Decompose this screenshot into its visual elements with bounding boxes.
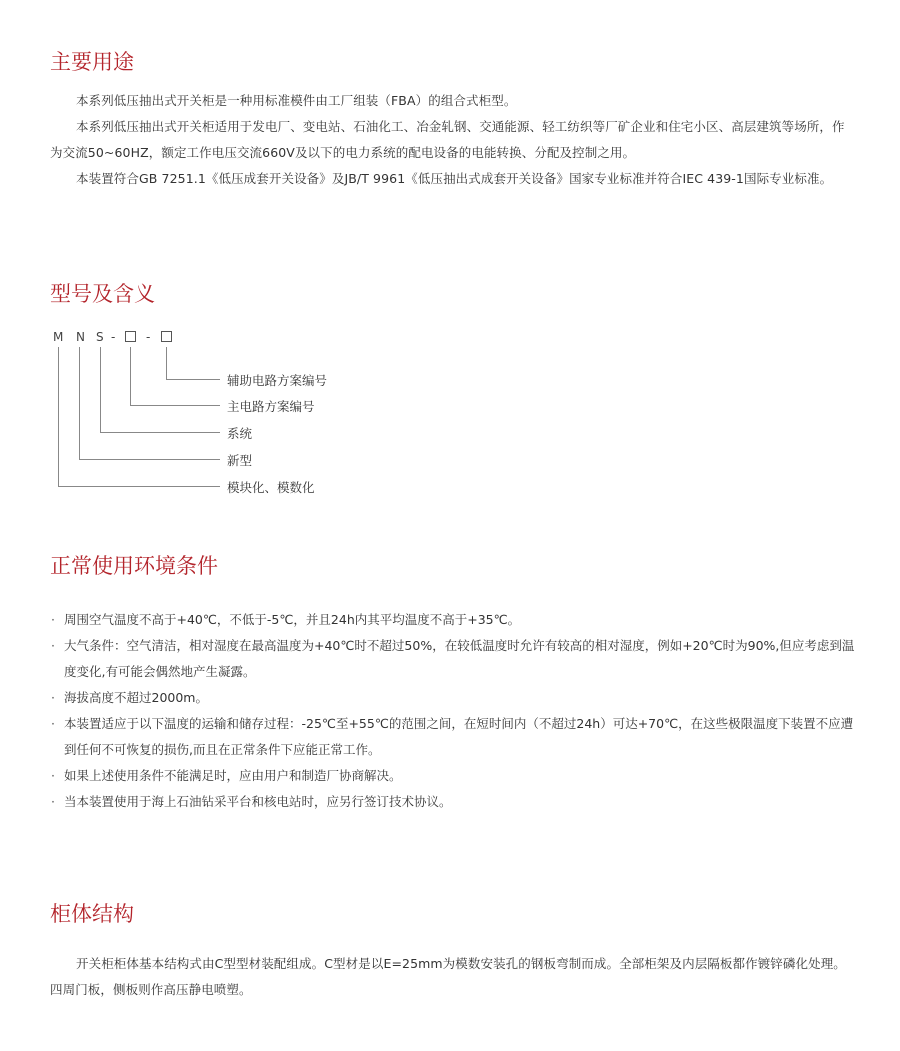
connector-horizontal-aux bbox=[166, 379, 220, 380]
bullet-dot: · bbox=[51, 716, 55, 731]
list-item bbox=[50, 789, 855, 815]
model-placeholder-box-1 bbox=[125, 331, 136, 342]
list-item bbox=[50, 711, 855, 763]
label-main-circuit: 主电路方案编号 bbox=[227, 399, 315, 414]
list-item bbox=[50, 763, 855, 789]
model-code-dash-2: - bbox=[146, 330, 151, 344]
bullet-dot: · bbox=[51, 690, 55, 705]
connector-horizontal-m bbox=[58, 486, 220, 487]
connector-horizontal-s bbox=[100, 432, 220, 433]
list-item-text: 周围空气温度不高于+40℃，不低于-5℃，并且24h内其平均温度不高于+35℃。 bbox=[64, 612, 521, 627]
bullet-dot: · bbox=[51, 612, 55, 627]
connector-vertical-m bbox=[58, 347, 59, 486]
bullet-dot: · bbox=[51, 768, 55, 783]
list-item-text: 本装置适应于以下温度的运输和储存过程：-25℃至+55℃的范围之间，在短时间内（不超过24h）可达+70℃，在这些极限温度下装置不应遭到任何不可恢复的损伤,而且在正常条件下应能正常工作。 bbox=[64, 716, 854, 757]
bullet-dot: · bbox=[51, 794, 55, 809]
section-title-usage: 主要用途 bbox=[50, 50, 134, 74]
label-aux-circuit: 辅助电路方案编号 bbox=[227, 373, 328, 388]
list-item bbox=[50, 607, 855, 633]
model-code-s: S bbox=[96, 330, 104, 344]
label-system: 系统 bbox=[227, 426, 253, 441]
usage-paragraph-3: 本装置符合GB 7251.1《低压成套开关设备》及JB/T 9961《低压抽出式成套开关设备》国家专业标准并符合IEC 439-1国际专业标准。 bbox=[76, 171, 833, 186]
list-item-text: 海拔高度不超过2000m。 bbox=[64, 690, 208, 705]
connector-vertical-main bbox=[130, 347, 131, 405]
connector-vertical-aux bbox=[166, 347, 167, 379]
section-title-structure: 柜体结构 bbox=[50, 902, 134, 926]
model-code-m: M bbox=[53, 330, 64, 344]
connector-vertical-n bbox=[79, 347, 80, 459]
model-code-dash-1: - bbox=[111, 330, 116, 344]
model-placeholder-box-2 bbox=[161, 331, 172, 342]
connector-horizontal-n bbox=[79, 459, 220, 460]
list-item-text: 当本装置使用于海上石油钻采平台和核电站时，应另行签订技术协议。 bbox=[64, 794, 452, 809]
section-title-environment: 正常使用环境条件 bbox=[50, 554, 218, 578]
list-item-text: 如果上述使用条件不能满足时，应由用户和制造厂协商解决。 bbox=[64, 768, 402, 783]
label-new-type: 新型 bbox=[227, 453, 253, 468]
connector-horizontal-main bbox=[130, 405, 220, 406]
label-modular: 模块化、模数化 bbox=[227, 480, 315, 495]
usage-paragraph-2: 本系列低压抽出式开关柜适用于发电厂、变电站、石油化工、冶金轧钢、交通能源、轻工纺织等厂矿企业和住宅小区、高层建筑等场所，作为交流50~60HZ，额定工作电压交流660V及以下的电力系统的配电设备的电能转换、分配及控制之用。 bbox=[50, 119, 845, 160]
usage-paragraph-1: 本系列低压抽出式开关柜是一种用标准模件由工厂组装（FBA）的组合式柜型。 bbox=[76, 93, 517, 108]
connector-vertical-s bbox=[100, 347, 101, 432]
bullet-dot: · bbox=[51, 638, 55, 653]
list-item bbox=[50, 633, 855, 685]
structure-paragraph: 开关柜柜体基本结构式由C型型材装配组成。C型材是以E=25mm为模数安装孔的钢板弯制而成。全部柜架及内层隔板都作镀锌磷化处理。四周门板，侧板则作高压静电喷塑。 bbox=[50, 956, 846, 997]
list-item bbox=[50, 685, 855, 711]
model-code-n: N bbox=[76, 330, 85, 344]
list-item-text: 大气条件：空气清洁，相对湿度在最高温度为+40℃时不超过50%，在较低温度时允许有较高的相对湿度，例如+20℃时为90%,但应考虑到温度变化,有可能会偶然地产生凝露。 bbox=[64, 638, 855, 679]
environment-list bbox=[50, 607, 855, 815]
section-title-model: 型号及含义 bbox=[50, 282, 155, 306]
